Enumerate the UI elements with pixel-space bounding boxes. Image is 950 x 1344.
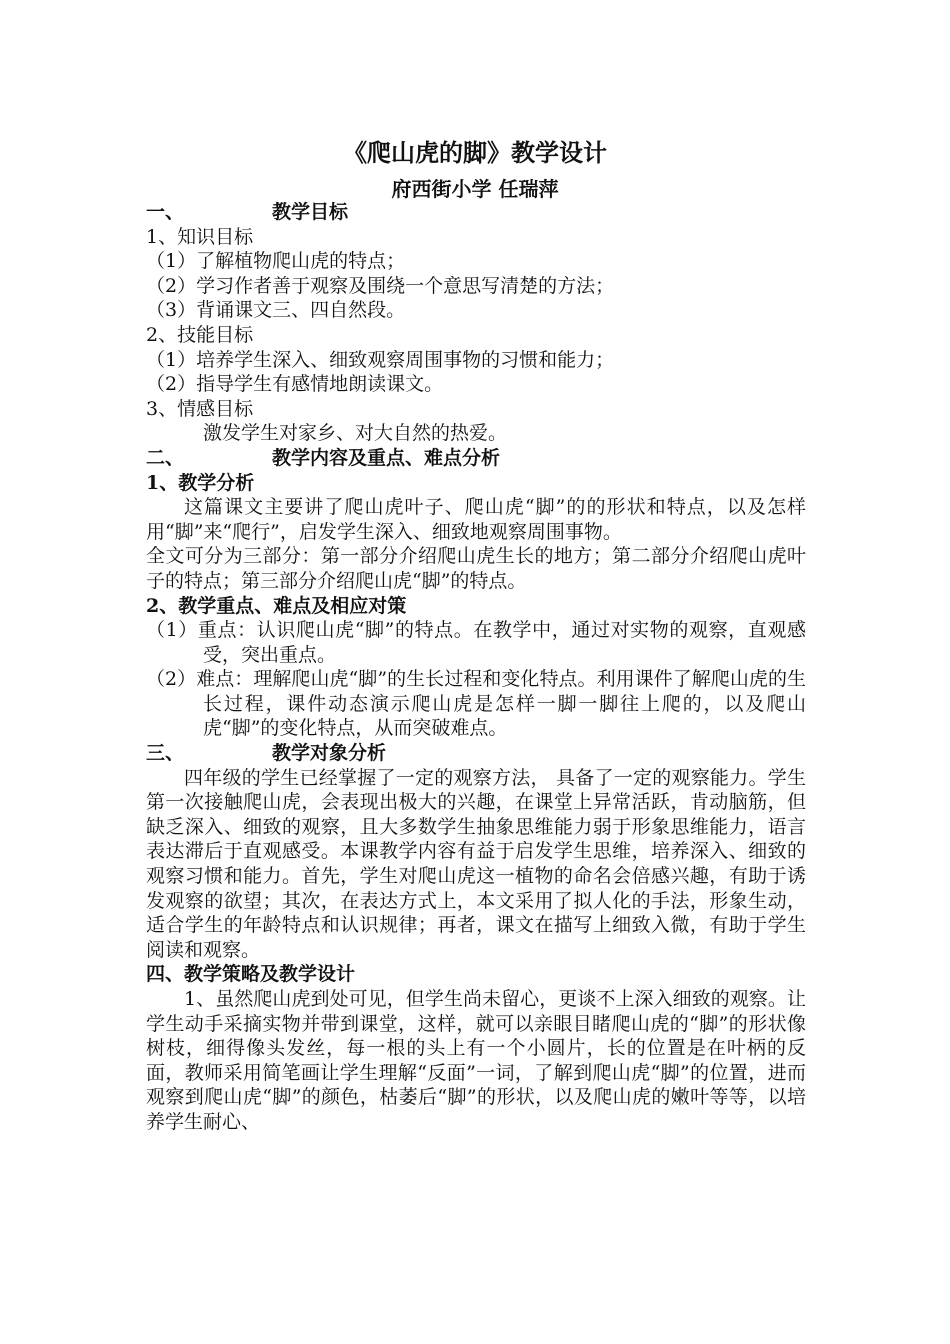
knowledge-goal-item: （1）了解植物爬山虎的特点； bbox=[146, 250, 406, 273]
section-3-heading bbox=[146, 741, 806, 766]
emotion-goal-text: 激发学生对家乡、对大自然的热爱。 bbox=[203, 422, 508, 445]
section-3-number: 三、 bbox=[146, 742, 185, 765]
section-2-title: 教学内容及重点、难点分析 bbox=[272, 446, 501, 469]
section-2-heading bbox=[146, 446, 806, 471]
knowledge-goal-heading: 1、知识目标 bbox=[146, 225, 254, 248]
emotion-goal-heading: 3、情感目标 bbox=[146, 397, 254, 420]
document-author: 府西街小学 任瑞萍 bbox=[391, 177, 559, 201]
section-1-title: 教学目标 bbox=[272, 201, 349, 223]
section-1-number: 一、 bbox=[146, 201, 185, 223]
difficult-point-item: （2）难点：理解爬山虎“脚”的生长过程和变化特点。利用课件了解爬山虎的生长过程，课件动态演示爬山虎是怎样一脚一脚往上爬的，以及爬山虎“脚”的变化特点，从而突破难点。 bbox=[146, 668, 806, 740]
document-title: 《爬山虎的脚》教学设计 bbox=[343, 138, 607, 167]
analysis-heading: 1、教学分析 bbox=[146, 471, 255, 494]
key-points-heading: 2、教学重点、难点及相应对策 bbox=[146, 594, 407, 617]
document-body bbox=[146, 200, 806, 1135]
section-3-title: 教学对象分析 bbox=[272, 742, 387, 765]
skill-goal-item: （1）培养学生深入、细致观察周围事物的习惯和能力； bbox=[146, 348, 615, 371]
key-point-item: （1）重点：认识爬山虎“脚”的特点。在教学中，通过对实物的观察，直观感受，突出重点。 bbox=[146, 619, 806, 666]
analysis-paragraph: 这篇课文主要讲了爬山虎叶子、爬山虎“脚”的的形状和特点，以及怎样用“脚”来“爬行”，启发学生深入、细致地观察周围事物。 bbox=[146, 496, 806, 543]
section-2-number: 二、 bbox=[146, 446, 185, 469]
student-analysis-paragraph: 四年级的学生已经掌握了一定的观察方法， 具备了一定的观察能力。学生第一次接触爬山虎，会表现出极大的兴趣，在课堂上异常活跃，肯动脑筋，但缺乏深入、细致的观察，且大多数学生抽象思维能力弱于形象思维能力，语言表达滞后于直观感受。本课教学内容有益于启发学生思维，培养深入、细致的观察习惯和能力。首先，学生对爬山虎这一植物的命名会倍感兴趣，有助于诱发观察的欲望；其次，在表达方式上，本文采用了拟人化的手法，形象生动，适合学生的年龄特点和认识规律；再者，课文在描写上细致入微，有助于学生阅读和观察。 bbox=[146, 766, 806, 961]
skill-goal-item: （2）指导学生有感情地朗读课文。 bbox=[146, 373, 444, 396]
section-4-heading: 四、教学策略及教学设计 bbox=[146, 963, 356, 986]
section-1-heading bbox=[146, 200, 806, 225]
skill-goal-heading: 2、技能目标 bbox=[146, 323, 254, 346]
knowledge-goal-item: （2）学习作者善于观察及围绕一个意思写清楚的方法； bbox=[146, 274, 615, 297]
knowledge-goal-item: （3）背诵课文三、四自然段。 bbox=[146, 299, 406, 322]
strategy-paragraph: 1、虽然爬山虎到处可见，但学生尚未留心，更谈不上深入细致的观察。让学生动手采摘实物并带到课堂，这样，就可以亲眼目睹爬山虎的“脚”的形状像树枝，细得像头发丝，每一根的头上有一个小圆片，长的位置是在叶柄的反面，教师采用简笔画让学生理解“反面”一词，了解到爬山虎“脚”的位置，进而观察到爬山虎“脚”的颜色，枯萎后“脚”的形状，以及爬山虎的嫩叶等等，以培养学生耐心、 bbox=[146, 988, 806, 1133]
analysis-paragraph: 全文可分为三部分：第一部分介绍爬山虎生长的地方；第二部分介绍爬山虎叶子的特点；第三部分介绍爬山虎“脚”的特点。 bbox=[146, 545, 806, 592]
